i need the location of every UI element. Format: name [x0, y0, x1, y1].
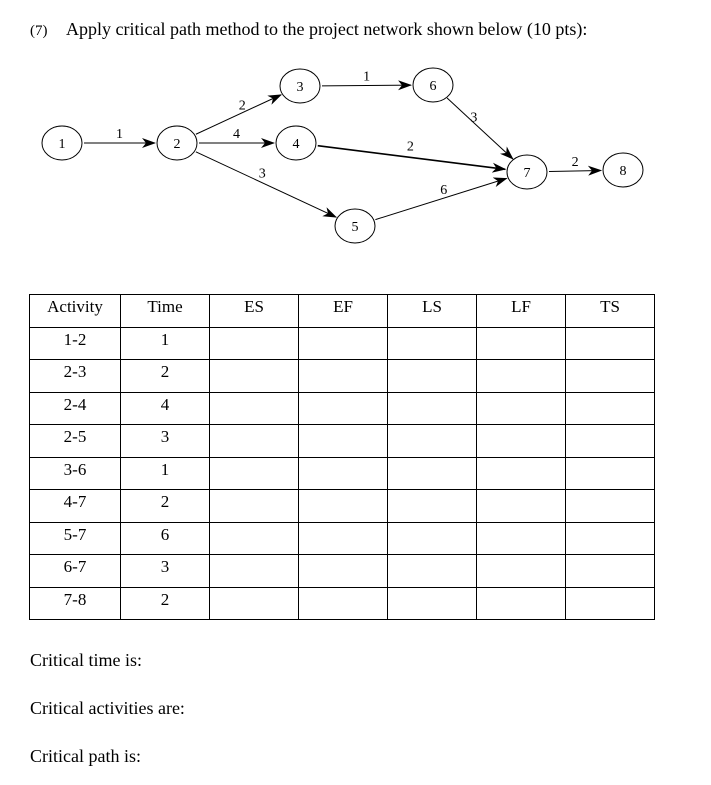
ls-cell[interactable] — [388, 457, 477, 490]
time-cell: 1 — [121, 327, 210, 360]
activity-cell: 7-8 — [30, 587, 121, 620]
node-8 — [603, 153, 643, 187]
activity-cell: 5-7 — [30, 522, 121, 555]
network-nodes — [42, 68, 643, 243]
table-header-row — [30, 295, 655, 328]
table-row — [30, 392, 655, 425]
ef-cell[interactable] — [299, 392, 388, 425]
edge-weight-3-6: 1 — [363, 69, 371, 85]
question-number: (7) — [30, 23, 48, 39]
ef-cell[interactable] — [299, 555, 388, 588]
ts-cell[interactable] — [566, 457, 655, 490]
ls-cell[interactable] — [388, 490, 477, 523]
activity-cell: 1-2 — [30, 327, 121, 360]
header-es: ES — [210, 295, 299, 328]
project-network-diagram — [0, 0, 711, 260]
time-cell: 6 — [121, 522, 210, 555]
node-label: 2 — [173, 137, 181, 152]
activity-cell: 6-7 — [30, 555, 121, 588]
edge-weight-1-2: 1 — [116, 127, 123, 142]
es-cell[interactable] — [210, 425, 299, 458]
es-cell[interactable] — [210, 457, 299, 490]
ts-cell[interactable] — [566, 555, 655, 588]
node-7 — [507, 155, 547, 189]
edge-3-6 — [322, 85, 411, 86]
es-cell[interactable] — [210, 587, 299, 620]
ls-cell[interactable] — [388, 360, 477, 393]
ts-cell[interactable] — [566, 327, 655, 360]
lf-cell[interactable] — [477, 425, 566, 458]
node-5 — [335, 209, 375, 243]
table-row — [30, 327, 655, 360]
header-lf: LF — [477, 295, 566, 328]
lf-cell[interactable] — [477, 360, 566, 393]
es-cell[interactable] — [210, 522, 299, 555]
node-3 — [280, 69, 320, 103]
ef-cell[interactable] — [299, 522, 388, 555]
header-activity: Activity — [30, 295, 121, 328]
activity-cell: 2-5 — [30, 425, 121, 458]
ts-cell[interactable] — [566, 587, 655, 620]
activity-cell: 3-6 — [30, 457, 121, 490]
cpm-table — [29, 294, 655, 620]
es-cell[interactable] — [210, 360, 299, 393]
node-2 — [157, 126, 197, 160]
node-1 — [42, 126, 82, 160]
ts-cell[interactable] — [566, 392, 655, 425]
lf-cell[interactable] — [477, 327, 566, 360]
table-row — [30, 587, 655, 620]
node-6 — [413, 68, 453, 102]
critical-activities-label: Critical activities are: — [30, 698, 185, 718]
ef-cell[interactable] — [299, 327, 388, 360]
node-label: 4 — [292, 137, 300, 152]
ts-cell[interactable] — [566, 490, 655, 523]
node-4 — [276, 126, 316, 160]
node-label: 5 — [351, 220, 359, 235]
header-time: Time — [121, 295, 210, 328]
edge-7-8 — [549, 170, 601, 171]
table-row — [30, 555, 655, 588]
table-row — [30, 457, 655, 490]
time-cell: 1 — [121, 457, 210, 490]
edge-6-7 — [447, 98, 513, 159]
lf-cell[interactable] — [477, 490, 566, 523]
es-cell[interactable] — [210, 327, 299, 360]
ef-cell[interactable] — [299, 360, 388, 393]
ls-cell[interactable] — [388, 555, 477, 588]
lf-cell[interactable] — [477, 522, 566, 555]
critical-path-label: Critical path is: — [30, 746, 141, 766]
edge-weight-2-3: 2 — [238, 98, 246, 114]
node-label: 6 — [429, 79, 437, 94]
ts-cell[interactable] — [566, 360, 655, 393]
ls-cell[interactable] — [388, 522, 477, 555]
edge-weight-7-8: 2 — [571, 155, 579, 170]
lf-cell[interactable] — [477, 392, 566, 425]
critical-time-label: Critical time is: — [30, 650, 142, 670]
activity-cell: 2-3 — [30, 360, 121, 393]
es-cell[interactable] — [210, 490, 299, 523]
header-ts: TS — [566, 295, 655, 328]
ef-cell[interactable] — [299, 425, 388, 458]
ls-cell[interactable] — [388, 587, 477, 620]
ls-cell[interactable] — [388, 327, 477, 360]
ls-cell[interactable] — [388, 425, 477, 458]
ef-cell[interactable] — [299, 490, 388, 523]
activity-cell: 4-7 — [30, 490, 121, 523]
ts-cell[interactable] — [566, 522, 655, 555]
edge-weight-2-5: 3 — [258, 166, 266, 182]
node-label: 7 — [523, 166, 531, 181]
header-ls: LS — [388, 295, 477, 328]
time-cell: 3 — [121, 555, 210, 588]
table-row — [30, 490, 655, 523]
time-cell: 4 — [121, 392, 210, 425]
ls-cell[interactable] — [388, 392, 477, 425]
edge-weight-2-4: 4 — [233, 127, 240, 142]
node-label: 8 — [619, 164, 627, 179]
time-cell: 2 — [121, 360, 210, 393]
question-text: Apply critical path method to the project network shown below (10 pts): — [66, 19, 588, 39]
lf-cell[interactable] — [477, 555, 566, 588]
node-label: 3 — [296, 80, 304, 95]
edge-weight-5-7: 6 — [440, 183, 448, 198]
edge-weight-6-7: 3 — [470, 110, 478, 126]
time-cell: 3 — [121, 425, 210, 458]
table-row — [30, 522, 655, 555]
table-row — [30, 425, 655, 458]
edge-weight-4-7: 2 — [406, 139, 414, 155]
lf-cell[interactable] — [477, 587, 566, 620]
ts-cell[interactable] — [566, 425, 655, 458]
es-cell[interactable] — [210, 555, 299, 588]
activity-cell: 2-4 — [30, 392, 121, 425]
time-cell: 2 — [121, 490, 210, 523]
time-cell: 2 — [121, 587, 210, 620]
edge-2-5 — [196, 152, 336, 217]
ef-cell[interactable] — [299, 457, 388, 490]
es-cell[interactable] — [210, 392, 299, 425]
node-label: 1 — [58, 137, 66, 152]
table-row — [30, 360, 655, 393]
ef-cell[interactable] — [299, 587, 388, 620]
lf-cell[interactable] — [477, 457, 566, 490]
header-ef: EF — [299, 295, 388, 328]
